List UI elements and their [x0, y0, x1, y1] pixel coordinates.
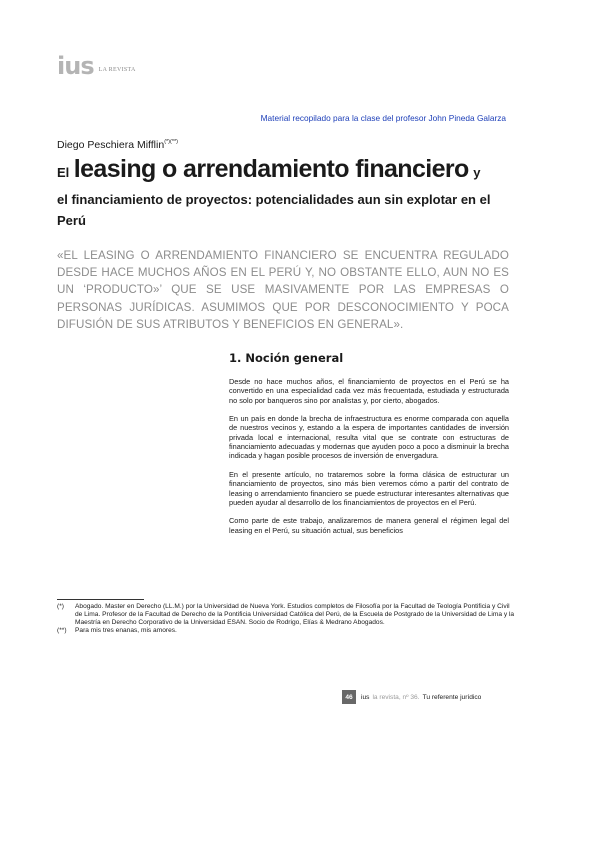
article-title	[57, 153, 517, 231]
title-line-main	[57, 153, 517, 189]
title-prefix: El	[57, 165, 70, 180]
footnote-text: Abogado. Master en Derecho (LL.M.) por la Universidad de Nueva York. Estudios completos de Filosofía por la Facultad de Teología Pontificia y Civil de Lima. Profesor de la Facultad de Derecho de la Pontificia Universidad Católica del Perú, de la Escuela de Postgrado de la Universidad de Lima y la Maestría en Derecho Corporativo de la Universidad ESAN. Socio de Rodrigo, Elías & Medrano Abogados.	[75, 603, 515, 626]
folio-journal-name: ius	[361, 693, 370, 701]
body-paragraph: En el presente artículo, no trataremos sobre la forma clásica de estructurar un financiamiento de proyectos, sino más bien veremos cómo a partir del contrato de leasing o arrendamiento financiero se puede estructurar interesantes alternativas que pueden ayudar al desarrollo de los financiamientos de proyectos en el Perú.	[229, 469, 509, 507]
footnotes	[57, 603, 517, 635]
body-paragraph: Desde no hace muchos años, el financiamiento de proyectos en el Perú se ha convertido en una especialidad cada vez más frecuentada, estudiada y estructurada no solo por banqueros sino por analistas y, por cierto, abogados.	[229, 377, 509, 405]
folio-issue: la revista, nº 36.	[372, 693, 420, 701]
title-main: leasing o arrendamiento financiero	[73, 155, 469, 183]
footnote	[57, 627, 517, 635]
footnote-mark: (**)	[57, 627, 67, 634]
body-paragraph: Como parte de este trabajo, analizaremos de manera general el régimen legal del leasing en el Perú, su situación actual, sus beneficios	[229, 516, 509, 535]
footnote-divider	[57, 599, 144, 600]
title-rest: el financiamiento de proyectos: potencialidades aun sin explotar en el Perú	[57, 192, 491, 228]
folio-tagline: Tu referente jurídico	[422, 693, 482, 701]
logo-subtitle: LA REVISTA	[98, 67, 136, 73]
journal-logo	[57, 54, 136, 78]
page-number: 46	[342, 690, 356, 704]
author-footnote-marks: (*)(**)	[164, 139, 178, 145]
title-suffix: y	[473, 165, 481, 180]
body-column	[229, 351, 509, 544]
footnote	[57, 603, 517, 627]
author-line	[57, 139, 178, 151]
author-name: Diego Peschiera Mifflin	[57, 139, 165, 151]
page-folio	[342, 690, 481, 704]
material-note: Material recopilado para la clase del profesor John Pineda Galarza	[260, 113, 506, 123]
footnote-mark: (*)	[57, 603, 64, 610]
section-heading: 1. Noción general	[229, 351, 344, 365]
logo-mark: ius	[57, 52, 94, 80]
footnote-text: Para mis tres enanas, mis amores.	[75, 627, 177, 634]
body-paragraph: En un país en donde la brecha de infraestructura es enorme comparada con aquella de nuestros vecinos y, estando a la espera de importantes cantidades de inversión privada local e internacional, resulta vital que se contrate con estructuras de financiamiento adecuadas y modernas que ayuden poco a poco a disminuir la brecha indicada y hagan posible procesos de inversión de envergadura.	[229, 414, 509, 461]
lead-quote: «EL LEASING O ARRENDAMIENTO FINANCIERO SE ENCUENTRA REGULADO DESDE HACE MUCHOS AÑOS EN EL PERÚ Y, NO OBSTANTE ELLO, AUN NO ES UN ‘PRODUCTO»’ QUE SE USE MASIVAMENTE POR LAS EMPRESAS O PERSONAS JURÍDICAS. ASUMIMOS QUE POR DESCONOCIMIENTO Y POCA DIFUSIÓN DE SUS ATRIBUTOS Y BENEFICIOS EN GENERAL».	[57, 249, 509, 331]
